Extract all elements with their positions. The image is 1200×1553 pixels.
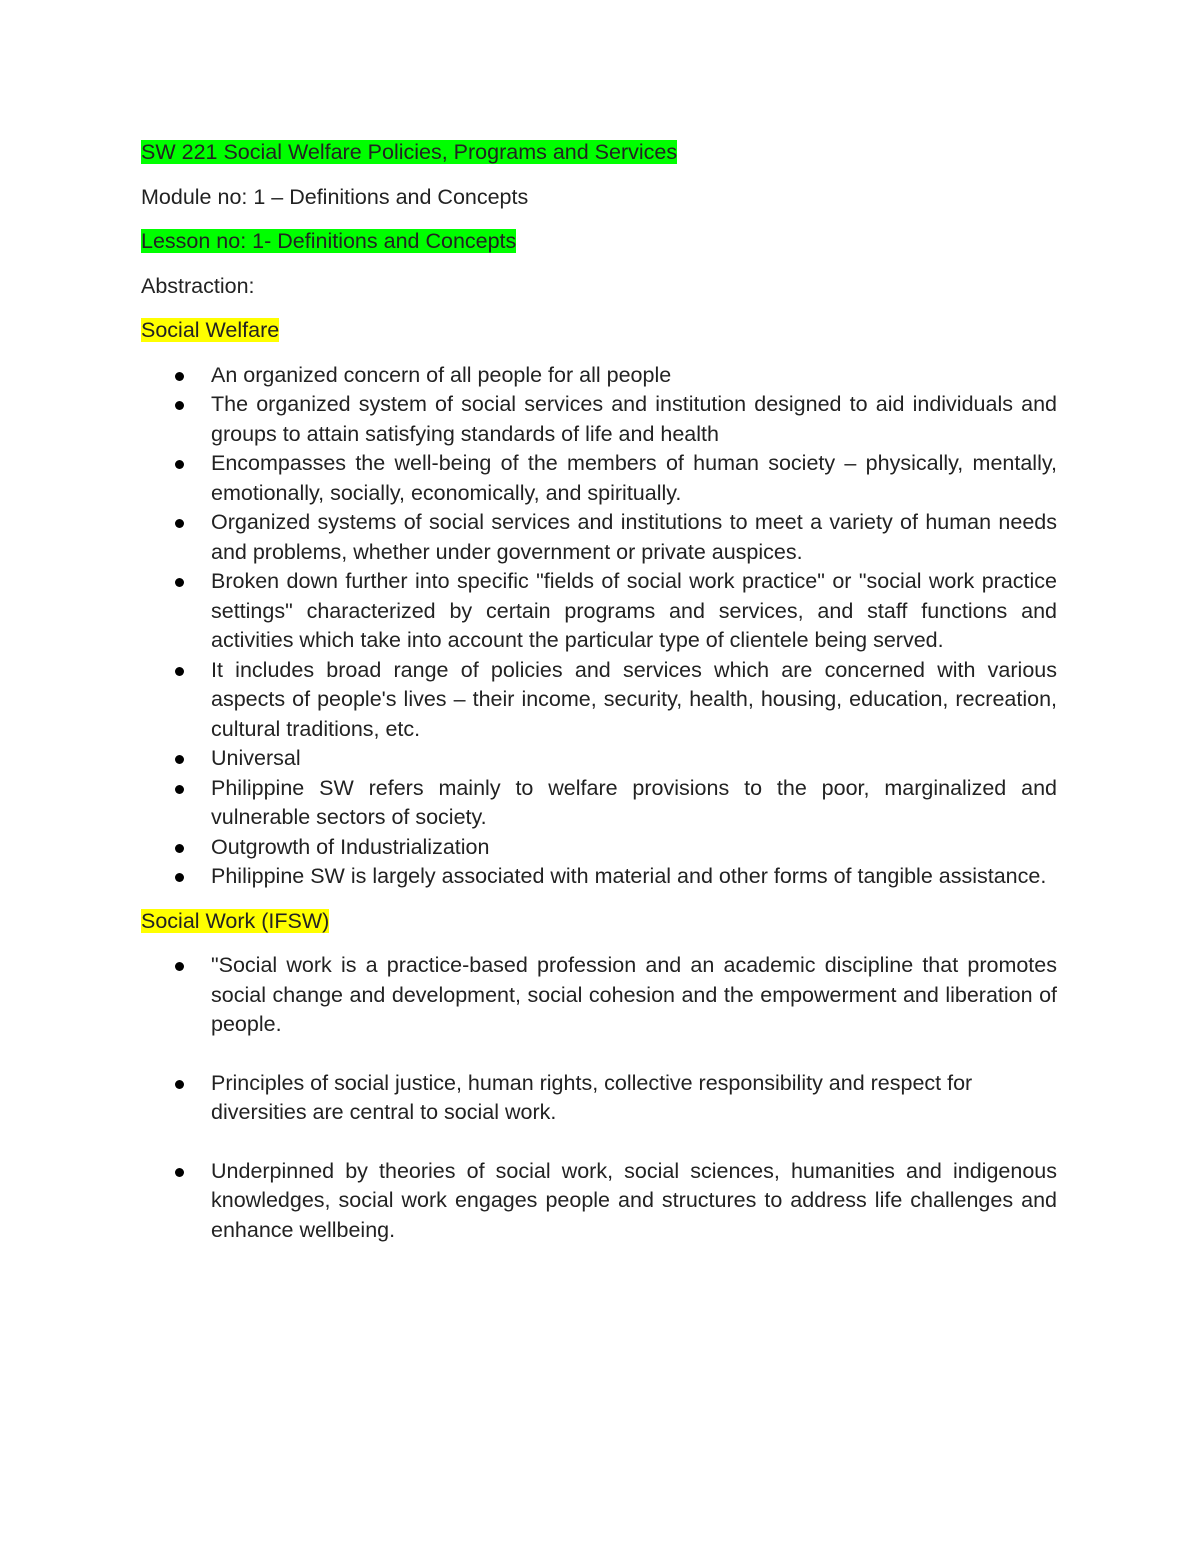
- bullet-icon: [175, 372, 184, 381]
- bullet-icon: [175, 401, 184, 410]
- module-line: Module no: 1 – Definitions and Concepts: [141, 184, 529, 209]
- bullet-icon: [175, 460, 184, 469]
- bullet-icon: [175, 519, 184, 528]
- document-body: [141, 138, 1057, 1260]
- list-item: The organized system of social services and institution designed to aid individuals and groups to attain satisfying standards of life and health: [141, 390, 1057, 449]
- list-item: Encompasses the well-being of the members of human society – physically, mentally, emotionally, socially, economically, and spiritually.: [141, 449, 1057, 508]
- bullet-icon: [175, 578, 184, 587]
- abstraction-label: Abstraction:: [141, 273, 255, 298]
- list-item: Underpinned by theories of social work, social sciences, humanities and indigenous knowledges, social work engages people and structures to address life challenges and enhance wellbeing.: [141, 1157, 1057, 1246]
- bullet-icon: [175, 962, 184, 971]
- bullet-icon: [175, 785, 184, 794]
- lesson-line: [141, 227, 1057, 257]
- list-item: Organized systems of social services and institutions to meet a variety of human needs and problems, whether under government or private auspices.: [141, 508, 1057, 567]
- social-welfare-list: [141, 361, 1057, 892]
- bullet-icon: [175, 755, 184, 764]
- bullet-icon: [175, 1168, 184, 1177]
- bullet-icon: [175, 1080, 184, 1089]
- social-work-list: [141, 951, 1057, 1245]
- social-work-heading: Social Work (IFSW): [141, 908, 330, 933]
- course-title: SW 221 Social Welfare Policies, Programs and Services: [141, 140, 678, 164]
- list-item: It includes broad range of policies and services which are concerned with various aspects of people's lives – their income, security, health, housing, education, recreation, cultural traditions, etc.: [141, 656, 1057, 745]
- course-title-line: [141, 138, 1057, 168]
- list-item: An organized concern of all people for all people: [141, 361, 1057, 391]
- list-item: Broken down further into specific "fields of social work practice" or "social work practice settings" characterized by certain programs and services, and staff functions and activities which take into account the particular type of clientele being served.: [141, 567, 1057, 656]
- list-item: Universal: [141, 744, 1057, 774]
- bullet-icon: [175, 873, 184, 882]
- social-welfare-heading: Social Welfare: [141, 318, 280, 342]
- lesson-title: Lesson no: 1- Definitions and Concepts: [141, 229, 517, 253]
- social-welfare-heading-line: [141, 316, 1057, 346]
- social-work-heading-line: [141, 907, 1057, 937]
- bullet-icon: [175, 667, 184, 676]
- list-item: "Social work is a practice-based profession and an academic discipline that promotes social change and development, social cohesion and the empowerment and liberation of people.: [141, 951, 1057, 1040]
- list-item: Philippine SW is largely associated with material and other forms of tangible assistance.: [141, 862, 1057, 892]
- list-item: Principles of social justice, human rights, collective responsibility and respect for diversities are central to social work.: [141, 1069, 1057, 1128]
- list-item: Philippine SW refers mainly to welfare provisions to the poor, marginalized and vulnerable sectors of society.: [141, 774, 1057, 833]
- bullet-icon: [175, 844, 184, 853]
- list-item: Outgrowth of Industrialization: [141, 833, 1057, 863]
